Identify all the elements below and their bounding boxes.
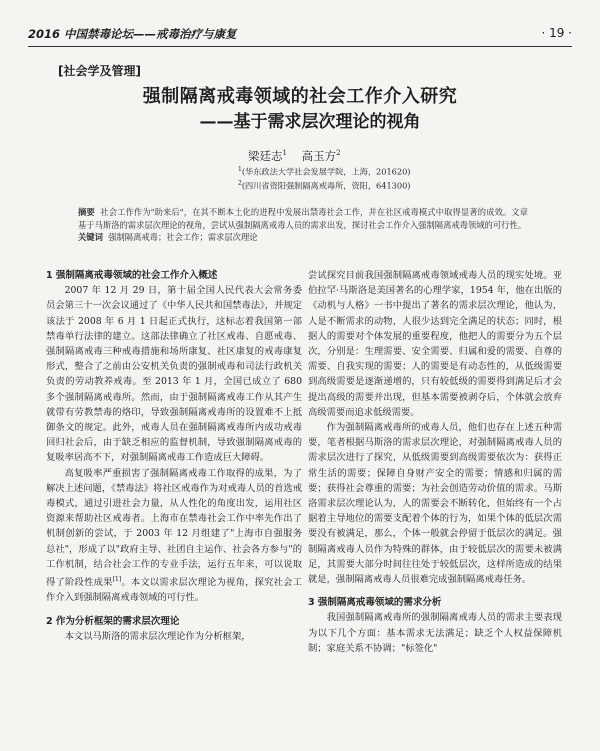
article-title: 强制隔离戒毒领域的社会工作介入研究 <box>142 86 458 107</box>
affiliation: $^1$(华东政法大学社会发展学院，上海，201620) <box>238 166 411 177</box>
page-number: · 19 · <box>541 26 572 40</box>
paragraph: 本文以马斯洛的需求层次理论作为分析框架， <box>64 630 251 642</box>
journal-name: 2016 中国禁毒论坛——戒毒治疗与康复 <box>28 27 237 41</box>
abstract-label: 摘要 <box>78 207 95 217</box>
section-heading: 1 强制隔离戒毒领域的社会工作介入概述 <box>46 270 218 281</box>
right-column <box>308 268 562 656</box>
paragraph: 高复吸率严重损害了强制隔离戒毒工作取得的成果，为了解决上述问题，《禁毒法》将社区戒毒作为对戒毒人员的首选戒毒模式，通过引进社会力量，从人性化的角度出发，运用社区资源来帮助社区戒毒者。上海市在禁毒社会工作中率先作出了机制创新的尝试，于 2003 年 12 月组建了"上海市自强服务总社"，形成了以"政府主导、社团自主运作、社会各方参与"的工作机制，结合社会工作的专业手法，运行五年来，可以说取得了阶段性成果[1]。本文以需求层次理论为视角，探究社会工作介入到强制隔离戒毒领域的可行性。 <box>46 467 302 604</box>
paragraph: 2007 年 12 月 29 日，第十届全国人民代表大会常务委员会第三十一次会议通过了《中华人民共和国禁毒法》，并规定该法于 2008 年 6 月 1 日起正式执行，这标志着我国第一部禁毒单行法律的建立。这部法律确立了社区戒毒、自愿戒毒、强制隔离戒毒三种戒毒措施和场所康复、社区康复的戒毒康复形式，整合了之前由公安机关负责的强制戒毒和司法行政机关负责的劳动教养戒毒。至 2013 年 1 月，全国已成立了 680 多个强制隔离戒毒所。然而，由于强制隔离戒毒工作从其产生就带有劳教禁毒的烙印，导致强制隔离戒毒所的设置难不上抵御条文的规定。此外，戒毒人员在强制隔离戒毒所内成功戒毒回归社会后，由于缺乏相应的监督机制，导致强制隔离戒毒的复吸率居高不下，对强制隔离戒毒工作造成巨大障碍。 <box>46 285 302 464</box>
article-subtitle: ——基于需求层次理论的视角 <box>199 112 421 132</box>
citation-marker: [1] <box>112 576 122 584</box>
author-line <box>248 148 341 164</box>
abstract-text: 社会工作作为"助来后"，在其不断本土化的进程中发展出禁毒社会工作，并在社区戒毒模式中取得显著的成效。文章基于马斯洛的需求层次理论的视角，尝试从强制隔离戒毒人员的需求出发，探讨社会工作介入强制隔离戒毒领域的可行性。 <box>78 207 528 230</box>
author-name: 高玉方 <box>301 149 337 163</box>
author-affil-marker: 1 <box>282 149 287 158</box>
affiliation: $^2$(四川省资阳强制隔离戒毒所，资阳，641300) <box>238 180 411 191</box>
section-tag: [社会学及管理] <box>58 64 141 78</box>
author-name: 梁廷志 <box>248 149 283 163</box>
paragraph: 我国强制隔离戒毒所的强制隔离戒毒人员的需求主要表现为以下几个方面：基本需求无法满足；缺乏个人权益保障机制；家庭关系不协调；"标签化" <box>308 612 562 654</box>
keywords-text: 强制隔离戒毒；社会工作；需求层次理论 <box>108 232 258 242</box>
left-column <box>46 268 302 644</box>
author-affil-marker: 2 <box>336 149 341 158</box>
running-header <box>28 22 572 47</box>
paragraph: 尝试探究目前我国强制隔离戒毒领域戒毒人员的现实处境。亚伯拉罕·马斯洛是美国著名的心理学家，1954 年，他在出版的《动机与人格》一书中提出了著名的需求层次理论，他认为，人是不断需求的动物，人很少达到完全满足的状态；同时，根据人的需要对个体发展的重要程度，他把人的需要分为五个层次，分别是：生理需要、安全需要、归属和爱的需要、自尊的需要、自我实现的需要；人的需要是有动态性的，从低级需要到高级需要是逐渐递增的，只有较低级的需要得到满足后才会提出高级的需要并出现，但基本需要被剥夺后，个体就会放弃高级需要而追求低级需要。 <box>308 270 562 418</box>
abstract <box>78 206 528 244</box>
section-heading: 2 作为分析框架的需求层次理论 <box>46 615 180 627</box>
paragraph: 作为强制隔离戒毒所的戒毒人员，他们也存在上述五种需要，笔者根据马斯洛的需求层次理论，对强制隔离戒毒人员的需求层次进行了探究，从低级需要到高级需要依次为：获得正常生活的需要；保障自身财产安全的需要；情感和归属的需要；获得社会尊重的需要；为社会创造劳动价值的需求。马斯洛需求层次理论认为，人的需要会不断转化，但始终有一个占据着主导地位的需要支配着个体的行为，如果个体的低层次需要没有被满足，那么，个体一般就会停留于低层次的满足。强制隔离戒毒人员作为特殊的群体，由于较低层次的需要未被满足，其需要大部分时间往往处于较低层次，这样所造成的结果就是，强制隔离戒毒人员很难完成强制隔离戒毒任务。 <box>308 422 562 586</box>
keywords-label: 关键词 <box>78 232 103 242</box>
section-heading: 3 强制隔离戒毒领域的需求分析 <box>308 597 442 609</box>
